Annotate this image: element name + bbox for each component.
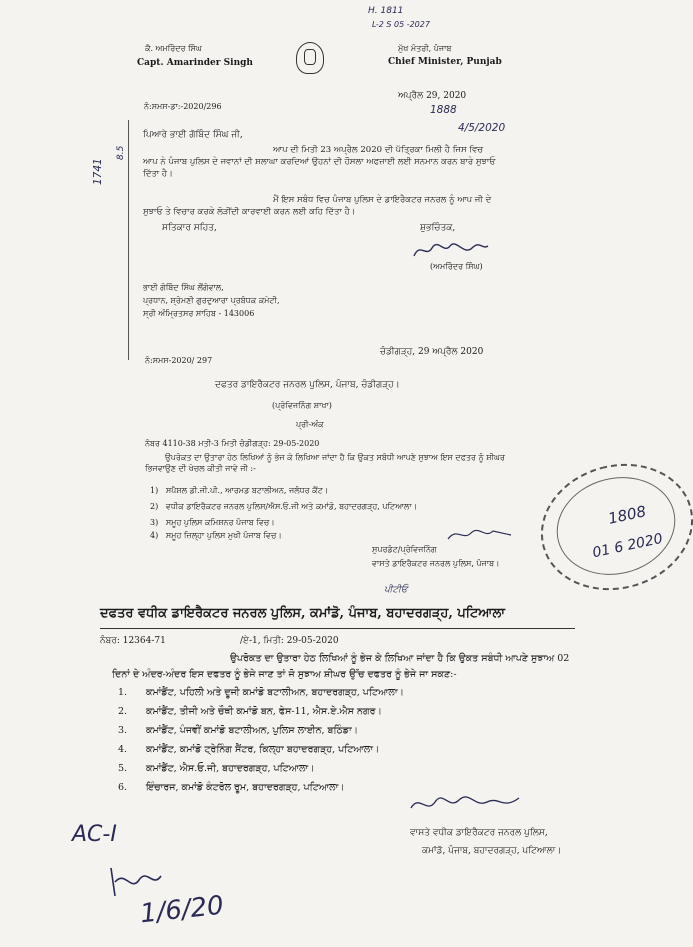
heading-underline — [100, 628, 575, 629]
memo-office: ਦਫਤਰ ਡਾਇਰੈਕਟਰ ਜਨਰਲ ਪੁਲਿਸ, ਪੰਜਾਬ, ਚੰਡੀਗੜ੍ਹ। — [215, 380, 400, 390]
superintendent-signature — [445, 525, 515, 545]
address-line-3: ਸ੍ਰੀ ਅੰਮ੍ਰਿਤਸਰ ਸਾਹਿਬ - 143006 — [143, 309, 255, 318]
list-item: 2. ਕਮਾਂਡੈਂਟ, ਤੀਜੀ ਅਤੇ ਚੌਥੀ ਕਮਾਂਡੋ ਬਨ, ਫੇਸ-11, ਐਸ.ਏ.ਐਸ ਨਗਰ। — [118, 706, 382, 717]
sender-name-pa: ਕੈ. ਅਮਰਿੰਦਰ ਸਿੰਘ — [145, 44, 202, 53]
memo-sign-for: ਵਾਸਤੇ ਡਾਇਰੈਕਟਰ ਜਨਰਲ ਪੁਲਿਸ, ਪੰਜਾਬ। — [372, 559, 500, 568]
state-emblem-icon — [296, 42, 324, 74]
memo-item: 1) ਸਪੈਸ਼ਲ ਡੀ.ਜੀ.ਪੀ., ਆਰਮਡ ਬਟਾਲੀਅਨ, ਜਲੰਧਰ ਕੈਂਟ। — [150, 486, 329, 495]
salutation: ਪਿਆਰੇ ਭਾਈ ਗੋਬਿੰਦ ਸਿੰਘ ਜੀ, — [143, 130, 243, 140]
closing-left: ਸਤਿਕਾਰ ਸਹਿਤ, — [162, 223, 217, 233]
memo-date: ਚੰਡੀਗੜ੍ਹ, 29 ਅਪ੍ਰੈਲ 2020 — [380, 347, 484, 357]
handwritten-initials — [105, 862, 165, 902]
second-number: ਨੰਬਰ: 12364-71 — [100, 636, 166, 646]
pto-note: ਪੀਟੀਓ — [384, 585, 408, 595]
list-item: 4. ਕਮਾਂਡੈਂਟ, ਕਮਾਂਡੋ ਟ੍ਰੇਨਿੰਗ ਸੈਂਟਰ, ਕਿਲ੍ਹਾ ਬਹਾਦਰਗੜ੍ਹ, ਪਟਿਆਲਾ। — [118, 744, 380, 755]
memo-item: 2) ਵਧੀਕ ਡਾਇਰੈਕਟਰ ਜਨਰਲ ਪੁਲਿਸ/ਐਸ.ਓ.ਜੀ ਅਤੇ ਕਮਾਂਡੋ, ਬਹਾਦਰਗੜ੍ਹ, ਪਟਿਆਲਾ। — [150, 502, 417, 511]
top-note-line-2: L-2 S 05 -2027 — [372, 20, 430, 29]
second-sign-for-2: ਕਮਾਂਡੋ, ਪੰਜਾਬ, ਬਹਾਦਰਗੜ੍ਹ, ਪਟਿਆਲਾ। — [422, 846, 562, 856]
closing-right: ਸ਼ੁਭਚਿੰਤਕ, — [420, 223, 456, 233]
memo-body: ਉਪਰੋਕਤ ਦਾ ਉਤਾਰਾ ਹੇਠ ਲਿਖਿਆਂ ਨੂੰ ਭੇਜ ਕੇ ਲਿਖਿਆ ਜਾਂਦਾ ਹੈ ਕਿ ਉਕਤ ਸਬੰਧੀ ਆਪਣੇ ਸੁਝਾਅ ਇਸ ਦਫਤਰ ਨੂੰ ਸ਼ੀਘਰ ਭਿਜਵਾਉਣ ਦੀ ਖੇਚਲ ਕੀਤੀ ਜਾਵੇ ਜੀ :- — [145, 453, 505, 473]
top-note-line-1: H. 1811 — [368, 6, 404, 16]
second-heading: ਦਫਤਰ ਵਧੀਕ ਡਾਇਰੈਕਟਰ ਜਨਰਲ ਪੁਲਿਸ, ਕਮਾਂਡੋ, ਪੰਜਾਬ, ਬਹਾਦਰਗੜ੍ਹ, ਪਟਿਆਲਾ — [100, 606, 505, 621]
stamp-date: 01 6 2020 — [591, 530, 665, 562]
list-item: 1. ਕਮਾਂਡੈਂਟ, ਪਹਿਲੀ ਅਤੇ ਦੂਜੀ ਕਮਾਂਡੋ ਬਟਾਲੀਅਨ, ਬਹਾਦਰਗੜ੍ਹ, ਪਟਿਆਲਾ। — [118, 687, 404, 698]
side-note-number: 1741 — [92, 158, 104, 185]
chief-minister-signature — [410, 238, 490, 262]
memo-endorsement-label: ਪ੍ਰੀ-ਅੰਕ — [296, 420, 324, 429]
list-item: 5. ਕਮਾਂਡੈਂਟ, ਐਸ.ਓ.ਜੀ, ਬਹਾਦਰਗੜ੍ਹ, ਪਟਿਆਲਾ। — [118, 763, 315, 774]
margin-line — [128, 120, 129, 360]
inward-date: 4/5/2020 — [458, 122, 506, 134]
sender-title-en: Chief Minister, Punjab — [388, 57, 502, 67]
address-line-1: ਭਾਈ ਗੋਬਿੰਦ ਸਿੰਘ ਲੌਂਗੋਵਾਲ, — [143, 283, 224, 292]
memo-item: 4) ਸਮੂਹ ਜ਼ਿਲ੍ਹਾ ਪੁਲਿਸ ਮੁਖੀ ਪੰਜਾਬ ਵਿਚ। — [150, 531, 282, 540]
memo-number-line: ਨੰਬਰ 4110-38 ਮਤੀ-3 ਮਿਤੀ ਚੰਡੀਗੜ੍ਹ: 29-05-2020 — [145, 439, 320, 448]
handwritten-date: 1/6/20 — [138, 890, 226, 930]
letter-reference: ਨੰ:ਸਮਸ-ਡਾ:-2020/296 — [144, 102, 222, 111]
signatory-name: (ਅਮਰਿੰਦਰ ਸਿੰਘ) — [430, 262, 483, 271]
handwritten-ac-note: AC-I — [72, 822, 117, 847]
address-line-2: ਪ੍ਰਧਾਨ, ਸ਼੍ਰੋਮਣੀ ਗੁਰਦੁਆਰਾ ਪ੍ਰਬੰਧਕ ਕਮੇਟੀ, — [143, 296, 280, 305]
sender-title-pa: ਮੁੱਖ ਮੰਤਰੀ, ਪੰਜਾਬ — [398, 44, 452, 53]
stamp-number: 1808 — [606, 502, 648, 528]
second-dept-date: /ਏ-1, ਮਿਤੀ: 29-05-2020 — [240, 636, 339, 646]
memo-branch: (ਪ੍ਰੋਵਿਜਨਿੰਗ ਸ਼ਾਖਾ) — [272, 401, 332, 410]
second-recipient-list — [118, 683, 404, 797]
memo-reference: ਨੰ:ਸਮਸ-2020/ 297 — [145, 356, 213, 365]
list-item: 6. ਇੰਚਾਰਜ, ਕਮਾਂਡੋ ਕੰਟਰੋਲ ਰੂਮ, ਬਹਾਦਰਗੜ੍ਹ, ਪਟਿਆਲਾ। — [118, 782, 345, 793]
letter-paragraph-2: ਮੈਂ ਇਸ ਸਬੰਧ ਵਿਚ ਪੰਜਾਬ ਪੁਲਿਸ ਦੇ ਡਾਇਰੈਕਟਰ ਜਨਰਲ ਨੂੰ ਆਪ ਜੀ ਦੇ ਸੁਝਾਓ ਤੇ ਵਿਚਾਰ ਕਰਕੇ ਲੋੜੀਂਦੀ ਕਾਰਵਾਈ ਕਰਨ ਲਈ ਕਹਿ ਦਿੱਤਾ ਹੈ। — [143, 195, 492, 217]
sender-name-en: Capt. Amarinder Singh — [137, 58, 253, 68]
list-item: 3. ਕਮਾਂਡੈਂਟ, ਪੰਜਵੀਂ ਕਮਾਂਡੋ ਬਟਾਲੀਅਨ, ਪੁਲਿਸ ਲਾਈਨ, ਬਠਿੰਡਾ। — [118, 725, 359, 736]
memo-item: 3) ਸਮੂਹ ਪੁਲਿਸ ਕਮਿਸ਼ਨਰ ਪੰਜਾਬ ਵਿਚ। — [150, 518, 275, 527]
inward-number: 1888 — [430, 104, 457, 116]
side-note-code: 8.5 — [116, 145, 126, 160]
letter-paragraph-1: ਆਪ ਦੀ ਮਿਤੀ 23 ਅਪ੍ਰੈਲ 2020 ਦੀ ਪੱਤ੍ਰਿਕਾ ਮਿਲੀ ਹੈ ਜਿਸ ਵਿਚ ਆਪ ਨੇ ਪੰਜਾਬ ਪੁਲਿਸ ਦੇ ਜਵਾਨਾਂ ਦੀ ਸ਼ਲਾਘਾ ਕਰਦਿਆਂ ਉਹਨਾਂ ਦੀ ਹੌਸਲਾ ਅਫਜ਼ਾਈ ਲਈ ਸਨਮਾਨ ਕਰਨ ਬਾਰੇ ਸੁਝਾਓ ਦਿੱਤਾ ਹੈ। — [143, 145, 496, 179]
additional-dgp-signature — [405, 790, 525, 820]
letter-date: ਅਪ੍ਰੈਲ 29, 2020 — [398, 91, 467, 101]
second-sign-for-1: ਵਾਸਤੇ ਵਧੀਕ ਡਾਇਰੈਕਟਰ ਜਨਰਲ ਪੁਲਿਸ, — [410, 828, 548, 838]
second-body: ਉਪਰੋਕਤ ਦਾ ਉਤਾਰਾ ਹੇਠ ਲਿਖਿਆਂ ਨੂੰ ਭੇਜ ਕੇ ਲਿਖਿਆ ਜਾਂਦਾ ਹੈ ਕਿ ਉਕਤ ਸਬੰਧੀ ਆਪਣੇ ਸੁਝਾਅ 02 ਦਿਨਾਂ ਦੇ ਅੰਦਰ-ਅੰਦਰ ਇਸ ਦਫਤਰ ਨੂੰ ਭੇਜੇ ਜਾਣ ਤਾਂ ਜੋ ਸੁਝਾਅ ਸ਼ੀਘਰ ਉੱਚ ਦਫਤਰ ਨੂੰ ਭੇਜੇ ਜਾ ਸਕਣ:- — [112, 653, 570, 680]
memo-sign-title: ਸੁਪਰਡੰਟ/ਪ੍ਰੋਵਿਜਨਿੰਗ — [372, 545, 437, 554]
